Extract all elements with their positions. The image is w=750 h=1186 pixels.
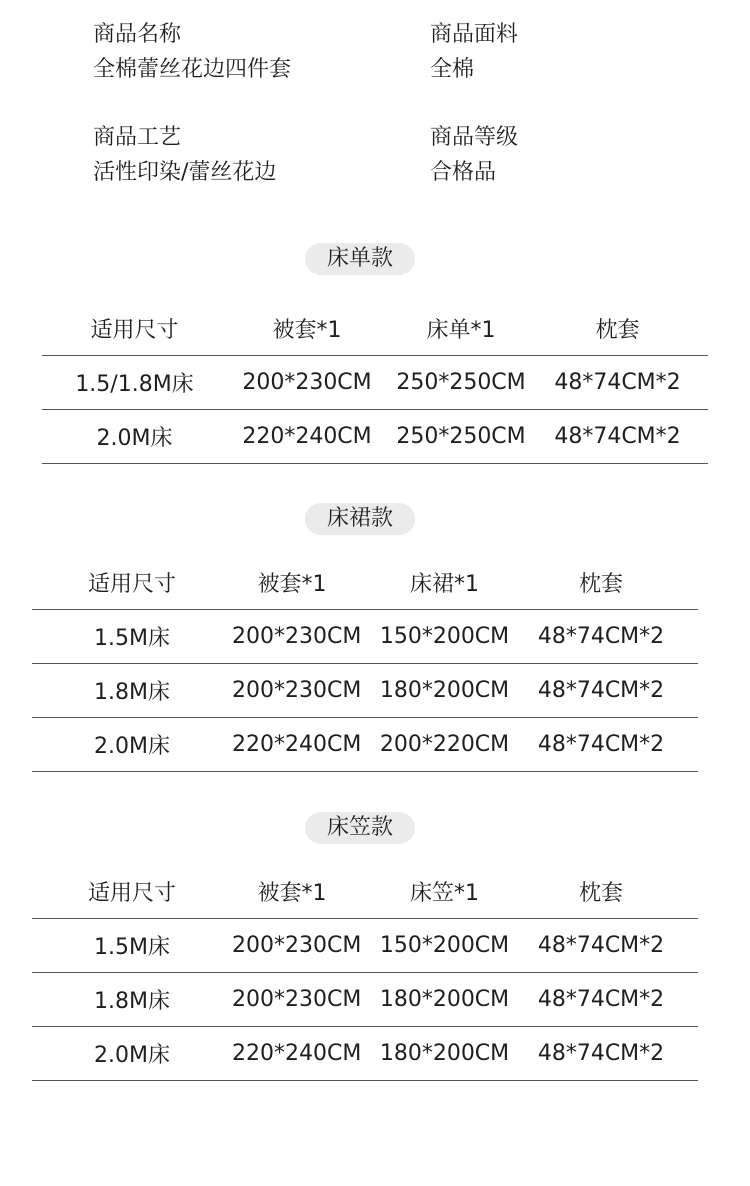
table-cell: 250*250CM [396,370,526,395]
table-row [42,355,708,409]
table-cell: 250*250CM [396,424,526,449]
header-cell: 被套*1 [272,318,342,343]
table-row [32,918,698,972]
section-title-badge: 床单款 [305,243,415,275]
table-row [32,1026,698,1080]
table-cell: 220*240CM [232,1041,362,1066]
table-header-row [32,865,698,918]
info-value: 全棉 [430,57,475,82]
table-cell: 180*200CM [379,987,510,1012]
header-cell: 适用尺寸 [87,572,176,597]
table-cell: 180*200CM [379,1041,510,1066]
info-item-craft [93,123,430,188]
table-cell: 2.0M床 [94,734,170,759]
table-cell: 1.5M床 [94,935,170,960]
header-cell: 适用尺寸 [87,881,176,906]
table-row [42,409,708,463]
table-cell: 2.0M床 [96,426,173,451]
table-cell: 1.8M床 [94,680,170,705]
info-value: 全棉蕾丝花边四件套 [93,57,292,82]
table-cell: 200*230CM [232,933,362,958]
header-cell: 被套*1 [257,572,327,597]
header-cell: 枕套 [578,572,623,597]
table-cell: 48*74CM*2 [537,987,665,1012]
header-cell: 床单*1 [426,318,496,343]
table-cell: 48*74CM*2 [537,933,665,958]
table-cell: 2.0M床 [94,1043,170,1068]
table-cell: 200*230CM [242,370,372,395]
size-table [42,302,708,464]
info-item-name [93,20,430,85]
header-cell: 适用尺寸 [90,318,179,343]
info-label: 商品面料 [430,22,519,47]
header-cell: 床笠*1 [410,881,479,906]
table-cell: 48*74CM*2 [537,624,665,649]
header-cell: 床裙*1 [410,572,479,597]
table-cell: 220*240CM [242,424,372,449]
product-info [93,20,693,188]
table-cell: 200*230CM [232,624,362,649]
table-cell: 200*220CM [379,732,510,757]
table-cell: 200*230CM [232,678,362,703]
size-table [32,556,698,772]
info-label: 商品等级 [430,125,519,150]
header-cell: 枕套 [595,318,640,343]
table-header-row [42,302,708,355]
table-cell: 48*74CM*2 [554,370,681,395]
table-cell: 48*74CM*2 [554,424,681,449]
table-cell: 1.5M床 [94,626,170,651]
info-label: 商品工艺 [93,125,182,150]
info-value: 合格品 [430,160,497,185]
table-row [32,972,698,1026]
table-row [32,609,698,663]
header-cell: 枕套 [578,881,623,906]
info-value: 活性印染/蕾丝花边 [93,160,277,185]
table-cell: 1.8M床 [94,989,170,1014]
table-cell: 1.5/1.8M床 [75,372,194,397]
table-bottom-rule [32,1080,698,1081]
table-cell: 220*240CM [232,732,362,757]
table-cell: 48*74CM*2 [537,1041,665,1066]
info-label: 商品名称 [93,22,182,47]
info-item-grade [430,123,690,188]
info-item-fabric [430,20,690,85]
table-row [32,717,698,771]
table-bottom-rule [32,771,698,772]
section-title-badge: 床笠款 [305,812,415,844]
table-cell: 48*74CM*2 [537,732,665,757]
section-title-badge: 床裙款 [305,503,415,535]
table-cell: 150*200CM [379,933,510,958]
table-cell: 180*200CM [379,678,510,703]
table-row [32,663,698,717]
table-cell: 48*74CM*2 [537,678,665,703]
table-cell: 150*200CM [379,624,510,649]
header-cell: 被套*1 [257,881,327,906]
size-table [32,865,698,1081]
table-bottom-rule [42,463,708,464]
table-cell: 200*230CM [232,987,362,1012]
table-header-row [32,556,698,609]
